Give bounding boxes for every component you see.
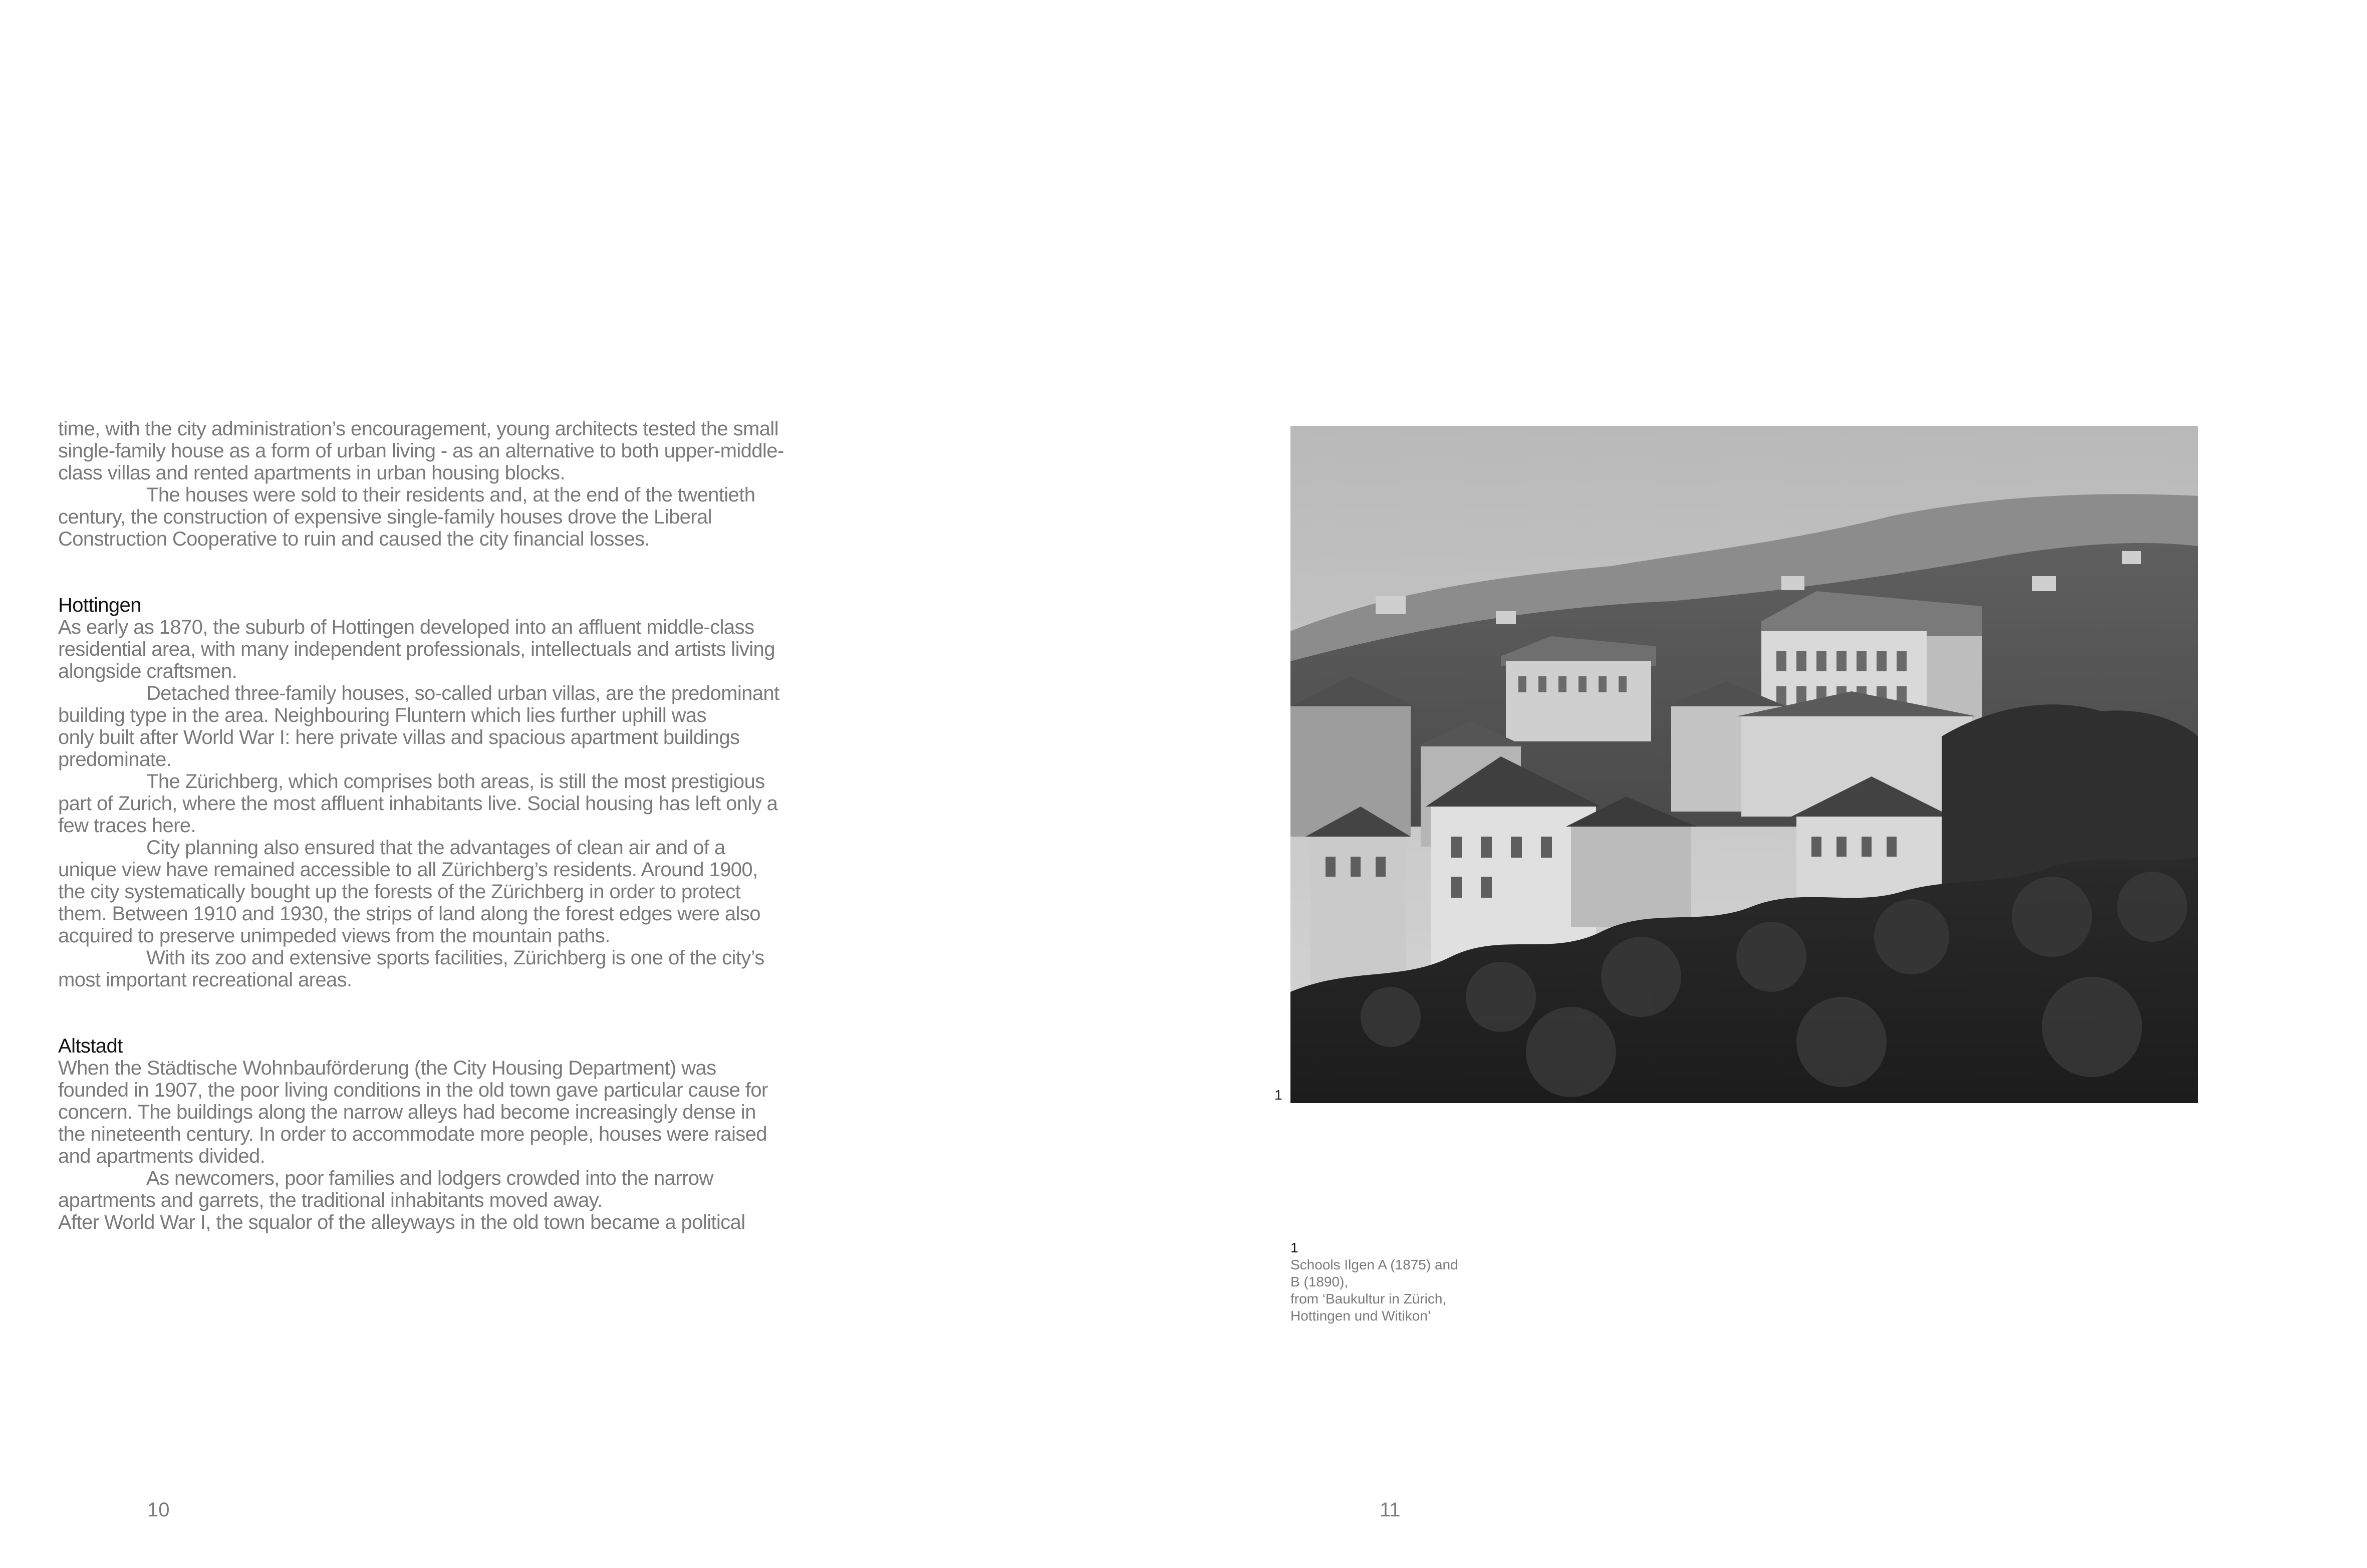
paragraph <box>58 484 840 550</box>
paragraph <box>58 1167 840 1211</box>
text-line: them. Between 1910 and 1930, the strips of land along the forest edges were also <box>58 903 760 925</box>
page-number-right: 11 <box>1380 1499 1401 1521</box>
caption-number: 1 <box>1290 1240 1298 1255</box>
text-line: single-family house as a form of urban living - as an alternative to both upper-middle- <box>58 440 784 462</box>
intro-text <box>58 418 840 550</box>
text-line: building type in the area. Neighbouring Fluntern which lies further uphill was <box>58 704 706 726</box>
text-line: founded in 1907, the poor living conditions in the old town gave particular cause for <box>58 1079 768 1101</box>
text-line: residential area, with many independent professionals, intellectuals and artists living <box>58 638 775 660</box>
text-line: With its zoo and extensive sports facilities, Zürichberg is one of the city’s <box>146 947 764 969</box>
text-line: Detached three-family houses, so-called urban villas, are the predominant <box>146 682 779 704</box>
text-line: The Zürichberg, which comprises both areas, is still the most prestigious <box>146 770 765 793</box>
caption-line: from ‘Baukultur in Zürich, <box>1290 1291 1447 1306</box>
page-number-left: 10 <box>147 1499 170 1521</box>
figure-caption <box>1290 1239 1501 1325</box>
text-line: century, the construction of expensive single-family houses drove the Liberal <box>58 506 712 528</box>
text-line: acquired to preserve unimpeded views from the mountain paths. <box>58 925 610 947</box>
section-heading: Altstadt <box>58 1035 123 1057</box>
text-line: apartments and garrets, the traditional inhabitants moved away. <box>58 1189 603 1211</box>
caption-line: B (1890), <box>1290 1274 1349 1289</box>
paragraph <box>58 947 840 991</box>
text-line: class villas and rented apartments in urban housing blocks. <box>58 462 565 484</box>
paragraph <box>58 1211 840 1233</box>
text-line: the city systematically bought up the forests of the Zürichberg in order to protect <box>58 881 741 903</box>
paragraph <box>58 418 840 484</box>
text-line: and apartments divided. <box>58 1145 266 1167</box>
text-line: concern. The buildings along the narrow alleys had become increasingly dense in <box>58 1101 756 1123</box>
section-hottingen <box>58 594 840 991</box>
text-line: The houses were sold to their residents and, at the end of the twentieth <box>146 484 755 506</box>
text-line: After World War I, the squalor of the alleyways in the old town became a political <box>58 1211 745 1233</box>
body-text-column <box>58 418 840 1233</box>
text-line: most important recreational areas. <box>58 969 352 991</box>
section-heading: Hottingen <box>58 594 141 616</box>
paragraph <box>58 1057 840 1167</box>
text-line: City planning also ensured that the advantages of clean air and of a <box>146 837 725 859</box>
text-line: only built after World War I: here private villas and spacious apartment buildings <box>58 726 740 748</box>
text-line: As early as 1870, the suburb of Hottingen developed into an affluent middle-class <box>58 616 754 638</box>
paragraph <box>58 770 840 837</box>
text-line: Construction Cooperative to ruin and caused the city financial losses. <box>58 528 650 550</box>
section-altstadt <box>58 1035 840 1233</box>
paragraph <box>58 837 840 947</box>
text-line: alongside craftsmen. <box>58 660 237 682</box>
text-line: few traces here. <box>58 815 196 837</box>
paragraph <box>58 616 840 682</box>
figure-number: 1 <box>1274 1087 1282 1103</box>
text-line: part of Zurich, where the most affluent inhabitants live. Social housing has left only a <box>58 793 778 815</box>
caption-line: Hottingen und Witikon’ <box>1290 1308 1431 1324</box>
text-line: When the Städtische Wohnbauförderung (the City Housing Department) was <box>58 1057 716 1079</box>
text-line: time, with the city administration’s encouragement, young architects tested the small <box>58 418 778 440</box>
paragraph <box>58 682 840 770</box>
historic-photo <box>1290 426 2198 1103</box>
text-line: unique view have remained accessible to all Zürichberg’s residents. Around 1900, <box>58 859 758 881</box>
text-line: predominate. <box>58 748 172 770</box>
text-line: As newcomers, poor families and lodgers crowded into the narrow <box>146 1167 713 1189</box>
caption-line: Schools Ilgen A (1875) and <box>1290 1257 1458 1272</box>
text-line: the nineteenth century. In order to accommodate more people, houses were raised <box>58 1123 767 1145</box>
